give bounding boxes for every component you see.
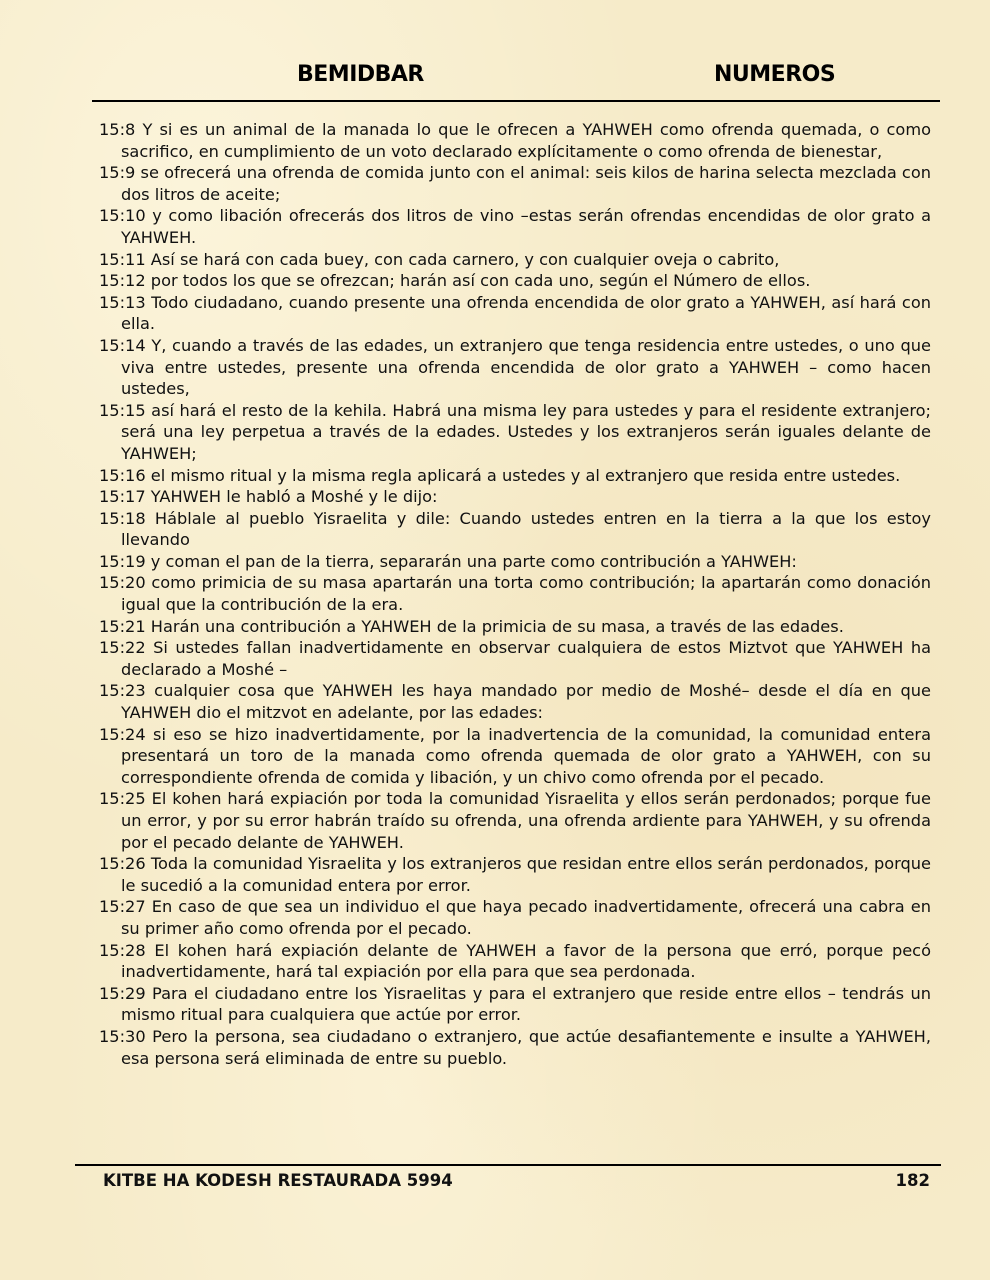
page-number: 182 — [895, 1171, 930, 1190]
verse: 15:27 En caso de que sea un individuo el que haya pecado inadvertidamente, ofrecerá una cabra en su primer año como ofrenda por el pecado. — [99, 897, 931, 938]
verse: 15:23 cualquier cosa que YAHWEH les haya mandado por medio de Moshé– desde el día en que YAHWEH dio el mitzvot en adelante, por las edades: — [99, 681, 931, 723]
verse: 15:26 Toda la comunidad Yisraelita y los extranjeros que residan entre ellos serán perdonados, porque le sucedió a la comunidad entera por error. — [99, 854, 931, 895]
verse: 15:20 como primicia de su masa apartarán una torta como contribución; la apartarán como donación igual que la contribución de la era. — [99, 573, 931, 615]
verse: 15:10 y como libación ofrecerás dos litros de vino –estas serán ofrendas encendidas de olor grato a YAHWEH. — [99, 206, 931, 247]
verse: 15:21 Harán una contribución a YAHWEH de la primicia de su masa, a través de las edades. — [99, 616, 844, 636]
verse: 15:12 por todos los que se ofrezcan; harán así con cada uno, según el Número de ellos. — [99, 271, 811, 291]
verse: 15:18 Háblale al pueblo Yisraelita y dile: Cuando ustedes entren en la tierra a la que los estoy llevando — [99, 508, 931, 550]
verse: 15:15 así hará el resto de la kehila. Habrá una misma ley para ustedes y para el residente extranjero; será una ley perpetua a través de la edades. Ustedes y los extranjeros serán iguales delante de YAHWEH; — [99, 400, 931, 463]
verse: 15:13 Todo ciudadano, cuando presente una ofrenda encendida de olor grato a YAHWEH, así hará con ella. — [99, 292, 931, 334]
header-divider — [92, 100, 940, 102]
verse: 15:8 Y si es un animal de la manada lo que le ofrecen a YAHWEH como ofrenda quemada, o como sacrifico, en cumplimiento de un voto declarado explícitamente o como ofrenda de bienestar, — [99, 120, 931, 161]
verse: 15:25 El kohen hará expiación por toda la comunidad Yisraelita y ellos serán perdonados; porque fue un error, y por su error habrán traído su ofrenda, una ofrenda ardiente para YAHWEH, y su ofrenda por el pecado delante de YAHWEH. — [99, 789, 931, 852]
book-title-hebrew: BEMIDBAR — [297, 62, 424, 87]
verse: 15:14 Y, cuando a través de las edades, un extranjero que tenga residencia entre ustedes, o uno que viva entre ustedes, presente una ofrenda encendida de olor grato a YAHWEH – como hacen ustedes, — [99, 335, 931, 399]
verse: 15:28 El kohen hará expiación delante de YAHWEH a favor de la persona que erró, porque pecó inadvertidamente, hará tal expiación por ella para que sea perdonada. — [99, 940, 931, 982]
verse: 15:22 Si ustedes fallan inadvertidamente en observar cualquiera de estos Miztvot que YAHWEH ha declarado a Moshé – — [99, 638, 931, 679]
verse: 15:19 y coman el pan de la tierra, separarán una parte como contribución a YAHWEH: — [99, 551, 797, 571]
verse-list — [99, 119, 931, 1069]
verse: 15:9 se ofrecerá una ofrenda de comida junto con el animal: seis kilos de harina selecta mezclada con dos litros de aceite; — [99, 163, 931, 204]
verse: 15:17 YAHWEH le habló a Moshé y le dijo: — [99, 487, 438, 507]
verse: 15:24 si eso se hizo inadvertidamente, por la inadvertencia de la comunidad, la comunidad entera presentará un toro de la manada como ofrenda quemada de olor grato a YAHWEH, con su correspondiente ofrenda de comida y libación, y un chivo como ofrenda por el pecado. — [99, 724, 931, 787]
verse: 15:29 Para el ciudadano entre los Yisraelitas y para el extranjero que reside entre ellos – tendrás un mismo ritual para cualquiera que actúe por error. — [99, 983, 931, 1025]
verse: 15:16 el mismo ritual y la misma regla aplicará a ustedes y al extranjero que resida entre ustedes. — [99, 465, 901, 485]
verse: 15:30 Pero la persona, sea ciudadano o extranjero, que actúe desafiantemente e insulte a YAHWEH, esa persona será eliminada de entre su pueblo. — [99, 1026, 931, 1068]
footer-title: KITBE HA KODESH RESTAURADA 5994 — [103, 1171, 453, 1190]
footer-divider — [75, 1164, 941, 1166]
page-header — [92, 62, 940, 98]
verse: 15:11 Así se hará con cada buey, con cada carnero, y con cualquier oveja o cabrito, — [99, 249, 780, 269]
book-title-spanish: NUMEROS — [714, 62, 836, 87]
